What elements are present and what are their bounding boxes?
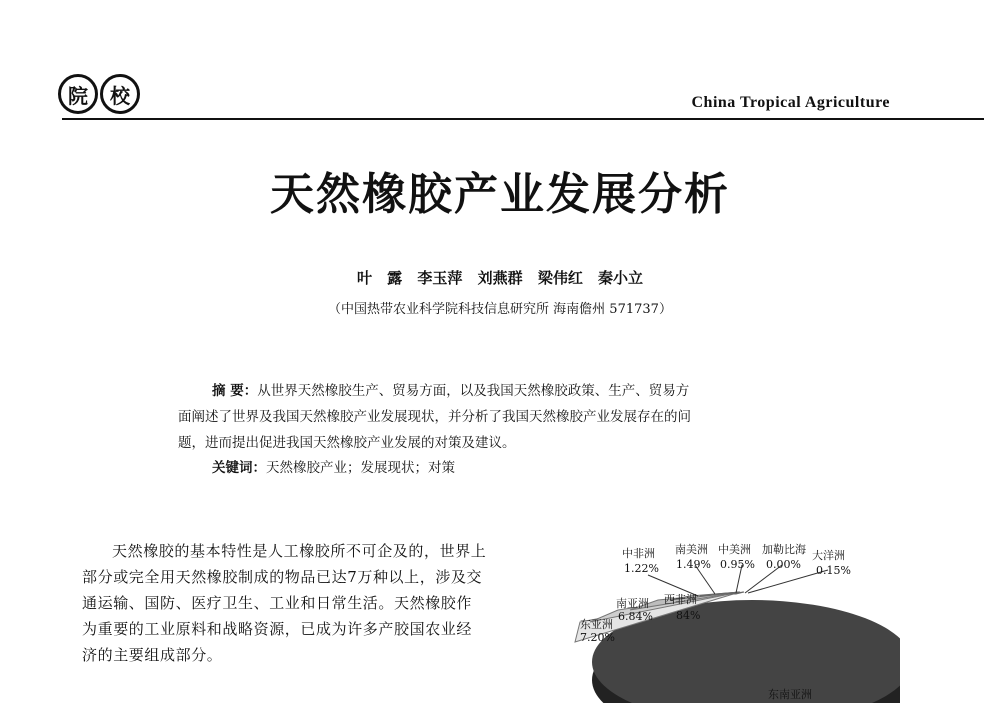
keywords <box>212 456 455 476</box>
slice-label: 大洋洲 <box>812 549 845 562</box>
section-badge <box>58 74 140 114</box>
slice-value: 0.00% <box>766 558 801 571</box>
slice-label: 东南亚洲 <box>768 688 812 701</box>
journal-name: China Tropical Agriculture <box>691 94 890 111</box>
slice-label: 中美洲 <box>718 543 751 556</box>
abstract <box>178 378 818 456</box>
region-share-pie-chart <box>540 530 900 703</box>
badge-char: 校 <box>100 74 140 114</box>
slice-value: 1.22% <box>624 562 659 575</box>
badge-char: 院 <box>58 74 98 114</box>
article-authors: 叶 露 李玉萍 刘燕群 梁伟红 秦小立 <box>356 269 644 287</box>
slice-label: 东亚洲 <box>580 618 613 631</box>
slice-value: 7.20% <box>580 631 615 644</box>
body-paragraph: 天然橡胶的基本特性是人工橡胶所不可企及的，世界上部分或完全用天然橡胶制成的物品已达7万种以上，涉及交通运输、国防、医疗卫生、工业和日常生活。天然橡胶作为重要的工业原料和战略资源，已成为许多产胶国农业经济的主要组成部分。 <box>82 542 487 664</box>
slice-label: 南亚洲 <box>616 597 649 610</box>
keywords-label: 关键词： <box>212 460 266 476</box>
slice-label: 加勒比海 <box>762 543 806 556</box>
slice-value: 6.84% <box>618 610 653 623</box>
article-title: 天然橡胶产业发展分析 <box>270 169 730 220</box>
slice-label: 南美洲 <box>675 543 708 556</box>
slice-value: 1.49% <box>676 558 711 571</box>
header-rule <box>62 118 984 120</box>
slice-label: 西非洲 <box>664 593 697 606</box>
slice-label: 中非洲 <box>622 547 655 560</box>
article-affiliation: （中国热带农业科学院科技信息研究所 海南儋州 571737） <box>328 302 672 317</box>
abstract-label: 摘 要： <box>212 383 258 399</box>
slice-value: 0.95% <box>720 558 755 571</box>
abstract-line: 面阐述了世界及我国天然橡胶产业发展现状，并分析了我国天然橡胶产业发展存在的问 <box>178 409 691 425</box>
slice-value: 0.15% <box>816 564 851 577</box>
keywords-text: 天然橡胶产业；发展现状；对策 <box>266 460 455 476</box>
abstract-line: 从世界天然橡胶生产、贸易方面，以及我国天然橡胶政策、生产、贸易方 <box>257 383 690 399</box>
slice-value: 84% <box>676 609 701 622</box>
abstract-line: 题，进而提出促进我国天然橡胶产业发展的对策及建议。 <box>178 435 516 451</box>
